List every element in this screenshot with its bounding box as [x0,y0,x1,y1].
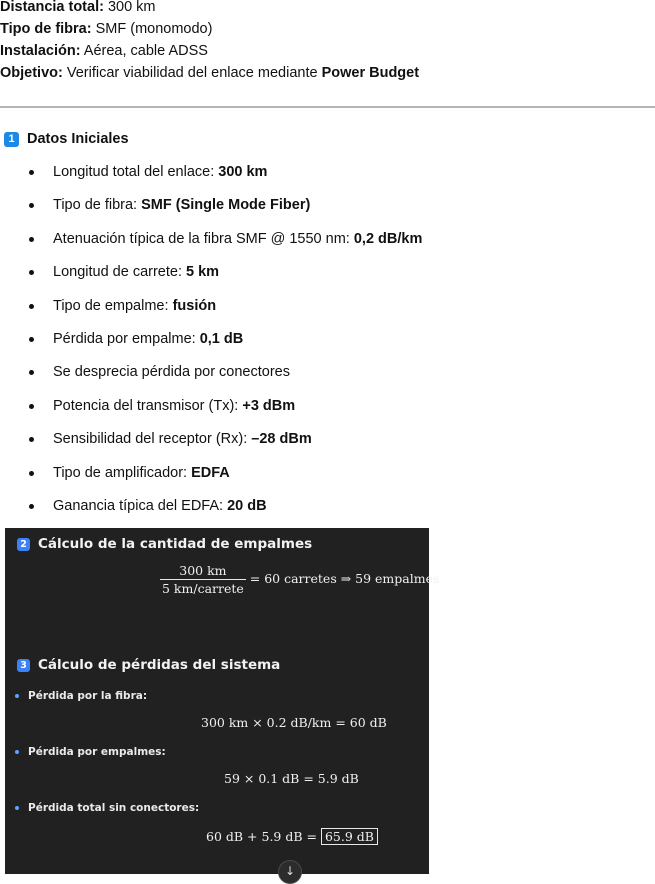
list-item: Tipo de fibra: SMF (Single Mode Fiber) [0,194,422,227]
intro-objective: Objetivo: Verificar viabilidad del enlace mediante Power Budget [0,65,420,81]
bullet-icon [29,304,34,309]
list-item: Atenuación típica de la fibra SMF @ 1550 nm: 0,2 dB/km [0,228,422,261]
fiber-loss-formula: 300 km × 0.2 dB/km = 60 dB [201,715,387,730]
bullet-splice-loss: Pérdida por empalmes: [15,746,166,758]
bullet-icon [29,471,34,476]
list-item: Sensibilidad del receptor (Rx): –28 dBm [0,428,422,461]
initial-data-list [0,161,422,528]
splice-loss-formula: 59 × 0.1 dB = 5.9 dB [224,771,359,786]
horizontal-divider [0,106,655,108]
bullet-icon [15,694,19,698]
intro-installation: Instalación: Aérea, cable ADSS [0,43,208,59]
fraction [160,562,246,597]
list-item: Longitud total del enlace: 300 km [0,161,422,194]
total-loss-formula: 60 dB + 5.9 dB = 65.9 dB [206,829,378,844]
fraction-numerator: 300 km [160,562,246,580]
list-item: Tipo de empalme: fusión [0,295,422,328]
list-item: Tipo de amplificador: EDFA [0,462,422,495]
section-1-heading [4,131,129,147]
bullet-icon [29,404,34,409]
empalmes-equation [160,562,439,597]
bullet-icon [29,170,34,175]
empalmes-result: = 60 carretes ⇒ 59 empalmes [245,571,440,586]
list-item: Potencia del transmisor (Tx): +3 dBm [0,395,422,428]
number-2-badge-icon: 2 [17,538,30,551]
bullet-total-loss: Pérdida total sin conectores: [15,802,199,814]
number-3-badge-icon: 3 [17,659,30,672]
section-2-title: Cálculo de la cantidad de empalmes [38,536,313,552]
bullet-icon [29,370,34,375]
list-item: Pérdida por empalme: 0,1 dB [0,328,422,361]
total-loss-result: 65.9 dB [321,828,378,845]
bullet-icon [29,203,34,208]
scroll-down-button[interactable] [278,860,302,884]
section-2-heading [17,536,312,552]
bullet-icon [29,237,34,242]
bullet-icon [29,337,34,342]
intro-block [0,0,419,84]
section-3-title: Cálculo de pérdidas del sistema [38,657,281,673]
fraction-denominator: 5 km/carrete [162,581,244,596]
section-1-title: Datos Iniciales [27,131,129,147]
bullet-icon [29,270,34,275]
section-3-heading [17,657,280,673]
list-item: Se desprecia pérdida por conectores [0,361,422,394]
number-1-badge-icon: 1 [4,132,19,147]
bullet-fiber-loss: Pérdida por la fibra: [15,690,147,702]
bullet-icon [29,437,34,442]
list-item: Ganancia típica del EDFA: 20 dB [0,495,422,528]
bullet-icon [29,504,34,509]
intro-distance: Distancia total: 300 km [0,0,156,15]
arrow-down-icon: ↓ [284,864,296,878]
chat-screenshot-panel [5,528,440,878]
intro-fiber-type: Tipo de fibra: SMF (monomodo) [0,21,213,37]
bullet-icon [15,806,19,810]
list-item: Longitud de carrete: 5 km [0,261,422,294]
bullet-icon [15,750,19,754]
